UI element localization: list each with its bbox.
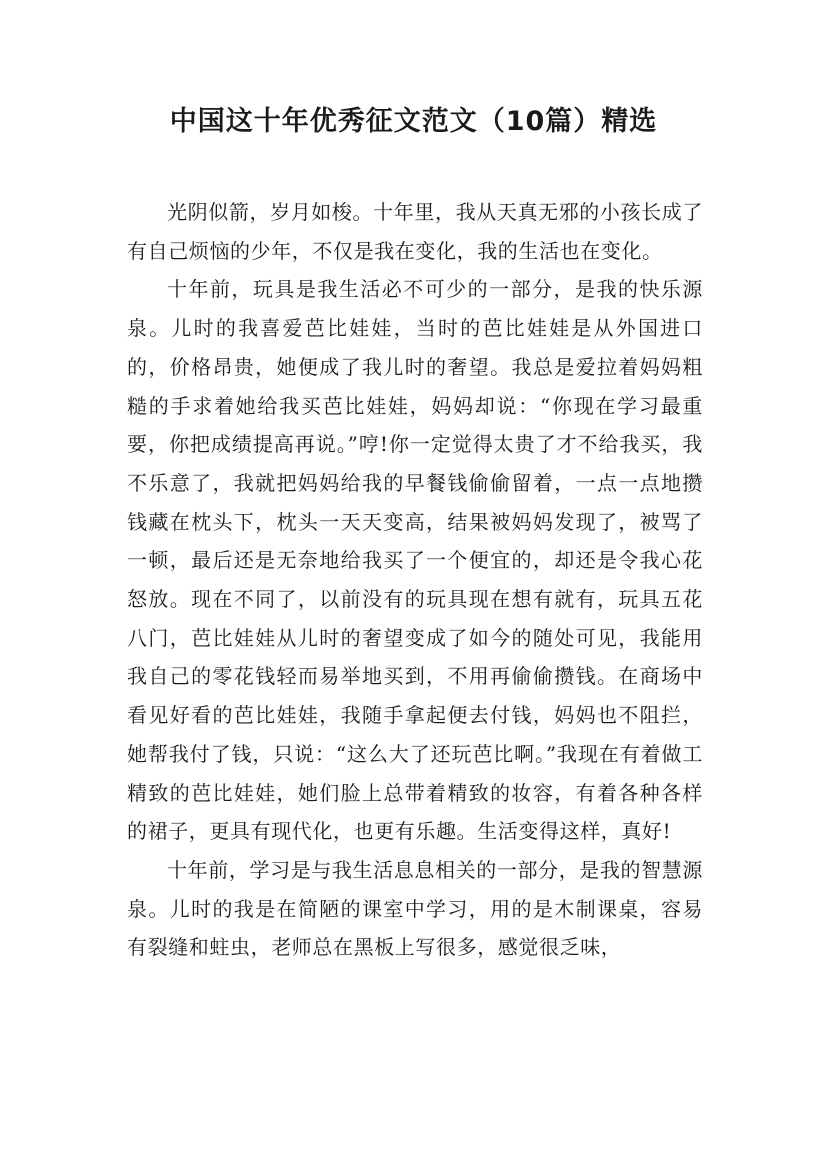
paragraph: 光阴似箭，岁月如梭。十年里，我从天真无邪的小孩长成了有自己烦恼的少年，不仅是我在变化，我的生活也在变化。 [127,200,703,263]
paragraph: 十年前，学习是与我生活息息相关的一部分，是我的智慧源泉。儿时的我是在简陋的课室中学习，用的是木制课桌，容易有裂缝和蛀虫，老师总在黑板上写很多，感觉很乏味， [127,857,703,960]
document-body [127,193,703,967]
document-title: 中国这十年优秀征文范文（10篇）精选 [169,106,658,137]
paragraph: 十年前，玩具是我生活必不可少的一部分，是我的快乐源泉。儿时的我喜爱芭比娃娃，当时的芭比娃娃是从外国进口的，价格昂贵，她便成了我儿时的奢望。我总是爱拉着妈妈粗糙的手求着她给我买芭比娃娃，妈妈却说：“你现在学习最重要，你把成绩提高再说。”哼!你一定觉得太贵了才不给我买，我不乐意了，我就把妈妈给我的早餐钱偷偷留着，一点一点地攒钱藏在枕头下，枕头一天天变高，结果被妈妈发现了，被骂了一顿，最后还是无奈地给我买了一个便宜的，却还是令我心花怒放。现在不同了，以前没有的玩具现在想有就有，玩具五花八门，芭比娃娃从儿时的奢望变成了如今的随处可见，我能用我自己的零花钱轻而易举地买到，不用再偷偷攒钱。在商场中看见好看的芭比娃娃，我随手拿起便去付钱，妈妈也不阻拦，她帮我付了钱，只说：“这么大了还玩芭比啊。”我现在有着做工精致的芭比娃娃，她们脸上总带着精致的妆容，有着各种各样的裙子，更具有现代化，也更有乐趣。生活变得这样，真好! [127,277,703,844]
